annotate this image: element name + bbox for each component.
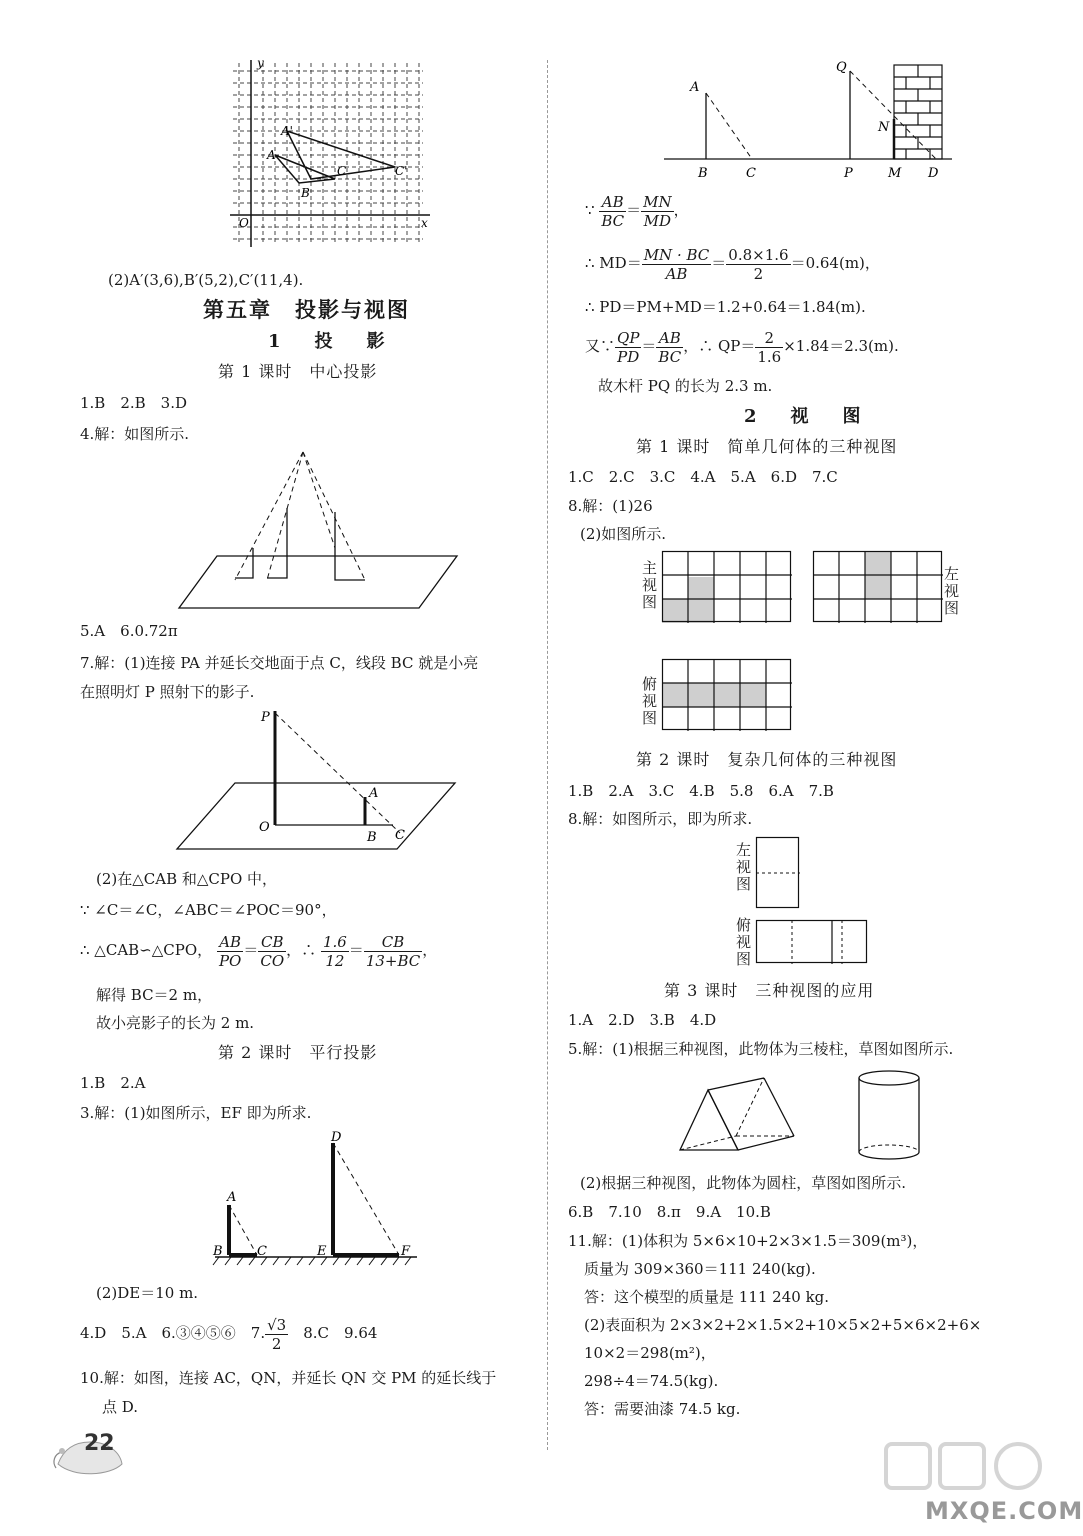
fraction-ab-bc [599, 193, 626, 230]
right-lesson3-answer-5b: (2)根据三种视图，此物体为圆柱，草图如图所示. [580, 1174, 907, 1192]
fraction-ab-po [217, 933, 243, 970]
label-b: B [698, 166, 708, 181]
lesson2-title: 第 2 课时 平行投影 [218, 1043, 378, 1062]
answer-4: 4.解：如图所示. [80, 425, 190, 443]
point-c-label: C [337, 164, 347, 178]
numerator: MN [643, 192, 672, 211]
label-q: Q [836, 60, 847, 75]
answer-7-conclusion: 故小亮影子的长为 2 m. [96, 1014, 255, 1032]
top-view-grid [662, 659, 792, 731]
equals: ＝ [711, 254, 727, 272]
point-a-prime-label: A' [281, 124, 293, 138]
right-lesson3-title: 第 3 课时 三种视图的应用 [664, 981, 875, 1000]
right-answer-8a: 8.解：(1)26 [568, 497, 653, 515]
answer-7-part2a: (2)在△CAB 和△CPO 中， [96, 870, 278, 888]
right-lesson1-title: 第 1 课时 简单几何体的三种视图 [636, 437, 898, 456]
label-c: C [257, 1244, 267, 1259]
chapter-title: 第五章 投影与视图 [203, 297, 410, 322]
fraction-16-12 [321, 933, 349, 970]
right-lesson3-answers-1-4: 1.A 2.D 3.B 4.D [568, 1011, 717, 1029]
qp-middle: ，∴ QP＝ [683, 337, 756, 355]
answer-7-part1b: 在照明灯 P 照射下的影子. [80, 683, 255, 701]
label-c: C [746, 166, 756, 181]
point-b-label: B [301, 186, 310, 200]
parallel-projection-figure [205, 1125, 435, 1275]
denominator: 13+BC [365, 951, 421, 970]
fraction-sqrt3-2 [265, 1316, 288, 1353]
comma: ， [422, 941, 438, 959]
wall-shadow-figure [660, 55, 955, 185]
main-view-grid [662, 551, 792, 623]
fraction-ab-bc-2 [656, 329, 683, 366]
label-p: P [261, 710, 270, 725]
label-f: F [401, 1244, 411, 1259]
answer-7-part1a: 7.解：(1)连接 PA 并延长交地面于点 C，线段 BC 就是小亮 [80, 654, 479, 672]
x-axis-label: x [421, 216, 428, 230]
equals: ＝ [641, 337, 657, 355]
answer-7-result: 解得 BC＝2 m， [96, 986, 213, 1004]
answer-10-b: 点 D. [102, 1398, 139, 1416]
answer-11-mass-answer: 答：这个模型的质量是 111 240 kg. [584, 1288, 830, 1306]
right-lesson2-title: 第 2 课时 复杂几何体的三种视图 [636, 750, 898, 769]
denominator: 12 [325, 951, 345, 970]
fraction-0816-2 [726, 246, 790, 283]
column-divider [547, 60, 548, 1450]
cylinder-sketch [855, 1068, 923, 1164]
section2-title: 2 视 图 [744, 406, 869, 427]
answers-4-7-text: 4.D 5.A 6.③④⑤⑥ 7. [80, 1324, 266, 1342]
label-a: A [369, 786, 379, 801]
page-number: 22 [84, 1431, 115, 1456]
comma: ， [286, 941, 302, 959]
right-lesson3-answers-6-10: 6.B 7.10 8.π 9.A 10.B [568, 1203, 771, 1221]
label-m: M [888, 166, 902, 181]
answers-8-9-text: 8.C 9.64 [288, 1324, 378, 1342]
central-projection-figure [175, 450, 465, 615]
equals: ＝ [243, 941, 259, 959]
triangular-prism-sketch [678, 1070, 796, 1160]
lesson2-answer-3: 3.解：(1)如图所示，EF 即为所求. [80, 1104, 312, 1122]
label-o: O [259, 820, 270, 835]
numerator: AB [599, 193, 626, 212]
right-lesson3-answer-5a: 5.解：(1)根据三种视图，此物体为三棱柱，草图如图所示. [568, 1040, 954, 1058]
numerator: AB [217, 933, 243, 952]
numerator: √3 [267, 1315, 287, 1334]
main-view-label: 主视图 [642, 559, 658, 611]
numerator: CB [364, 933, 422, 952]
pd-line: ∴ PD＝PM+MD＝1.2+0.64＝1.84(m). [585, 298, 866, 316]
left-view-rect [756, 837, 800, 909]
denominator: 2 [753, 264, 764, 283]
top-view-label-2: 俯视图 [736, 916, 752, 968]
label-b: B [213, 1244, 223, 1259]
top-view-rect [756, 920, 868, 964]
denominator: BC [658, 347, 682, 366]
right-lesson2-answer-8: 8.解：如图所示，即为所求. [568, 810, 753, 828]
qp-result: ×1.84＝2.3(m). [783, 337, 899, 355]
numerator: AB [656, 329, 683, 348]
label-a: A [227, 1190, 237, 1205]
point-c-prime-label: C' [395, 164, 408, 178]
answer-11-volume: 11.解：(1)体积为 5×6×10+2×3×1.5＝309(m³)， [568, 1232, 928, 1250]
numerator: CB [258, 933, 286, 952]
denominator: 2 [271, 1334, 282, 1353]
answer-7-fraction-line [80, 930, 437, 970]
fraction-qp-pd [615, 329, 641, 366]
right-lesson2-answers: 1.B 2.A 3.C 4.B 5.8 6.A 7.B [568, 782, 834, 800]
ratio-line-1 [585, 190, 689, 230]
section1-title: 1 投 影 [268, 331, 393, 352]
denominator: AB [665, 264, 688, 283]
left-view-label-2: 左视图 [736, 841, 752, 893]
qp-line [585, 326, 899, 366]
lamp-shadow-figure [175, 705, 465, 855]
point-a-label: A [267, 148, 276, 162]
top-view-label: 俯视图 [642, 675, 658, 727]
left-view-label: 左视图 [944, 565, 960, 617]
md-line [585, 243, 880, 283]
label-a: A [690, 80, 700, 95]
fraction-mn-md [641, 193, 673, 230]
qp-prefix: 又∵ [585, 337, 616, 355]
right-answer-8b: (2)如图所示. [580, 525, 667, 543]
answer-11-mass: 质量为 309×360＝111 240(kg). [584, 1260, 816, 1278]
lesson2-answer-3-part2: (2)DE＝10 m. [96, 1284, 199, 1302]
similarity-text: ∴ △CAB∽△CPO， [80, 941, 213, 959]
label-b: B [367, 830, 377, 845]
equals: ＝ [626, 201, 642, 219]
fraction-cb-13bc [364, 933, 422, 970]
denominator: BC [601, 211, 625, 230]
equals: ＝ [348, 941, 364, 959]
numerator: QP [617, 328, 640, 347]
answer-11-paint-answer: 答：需要油漆 74.5 kg. [584, 1400, 741, 1418]
lesson1-title: 第 1 课时 中心投影 [218, 362, 378, 381]
answer-10-a: 10.解：如图，连接 AC，QN，并延长 QN 交 PM 的延长线于 [80, 1369, 497, 1387]
fraction-mnbc-ab [642, 246, 712, 283]
numerator: 1.6 [322, 932, 347, 951]
answer-11-area-a: (2)表面积为 2×3×2+2×1.5×2+10×5×2+5×6×2+6× [584, 1316, 982, 1334]
answer-11-paint: 298÷4＝74.5(kg). [584, 1372, 719, 1390]
origin-label: O [239, 216, 249, 230]
numerator: 0.8×1.6 [728, 245, 789, 264]
md-result: ＝0.64(m)， [790, 254, 880, 272]
answer-11-area-b: 10×2＝298(m²)， [584, 1344, 716, 1362]
coords-answer: (2)A′(3,6),B′(5,2),C′(11,4). [108, 271, 304, 289]
label-p: P [844, 166, 853, 181]
y-axis-label: y [257, 56, 264, 70]
comma: ， [673, 201, 689, 219]
left-view-grid [813, 551, 943, 623]
denominator: PO [218, 951, 242, 970]
fraction-2-16 [755, 329, 783, 366]
right-lesson1-answers: 1.C 2.C 3.C 4.A 5.A 6.D 7.C [568, 468, 838, 486]
answers-5-6: 5.A 6.0.72π [80, 622, 178, 640]
watermark-text: MXQE.COM [925, 1497, 1083, 1525]
label-e: E [317, 1244, 327, 1259]
label-d: D [331, 1130, 342, 1145]
denominator: PD [617, 347, 640, 366]
denominator: CO [260, 951, 285, 970]
denominator: MD [643, 211, 672, 230]
coordinate-grid-figure [225, 55, 435, 250]
pq-conclusion: 故木杆 PQ 的长为 2.3 m. [598, 377, 773, 395]
fraction-cb-co [258, 933, 286, 970]
numerator: 2 [755, 329, 783, 348]
answer-7-part2b: ∵ ∠C＝∠C，∠ABC＝∠POC＝90°， [80, 901, 337, 919]
because: ∵ [585, 201, 595, 219]
therefore: ∴ [301, 941, 317, 959]
label-d: D [928, 166, 939, 181]
denominator: 1.6 [757, 347, 782, 366]
lesson2-answers-1-2: 1.B 2.A [80, 1074, 146, 1092]
answers-1-3: 1.B 2.B 3.D [80, 394, 188, 412]
label-c: C [395, 828, 405, 843]
md-prefix: ∴ MD＝ [585, 254, 642, 272]
numerator: MN · BC [643, 245, 710, 264]
lesson2-answers-4-9 [80, 1313, 377, 1353]
label-n: N [878, 120, 890, 135]
